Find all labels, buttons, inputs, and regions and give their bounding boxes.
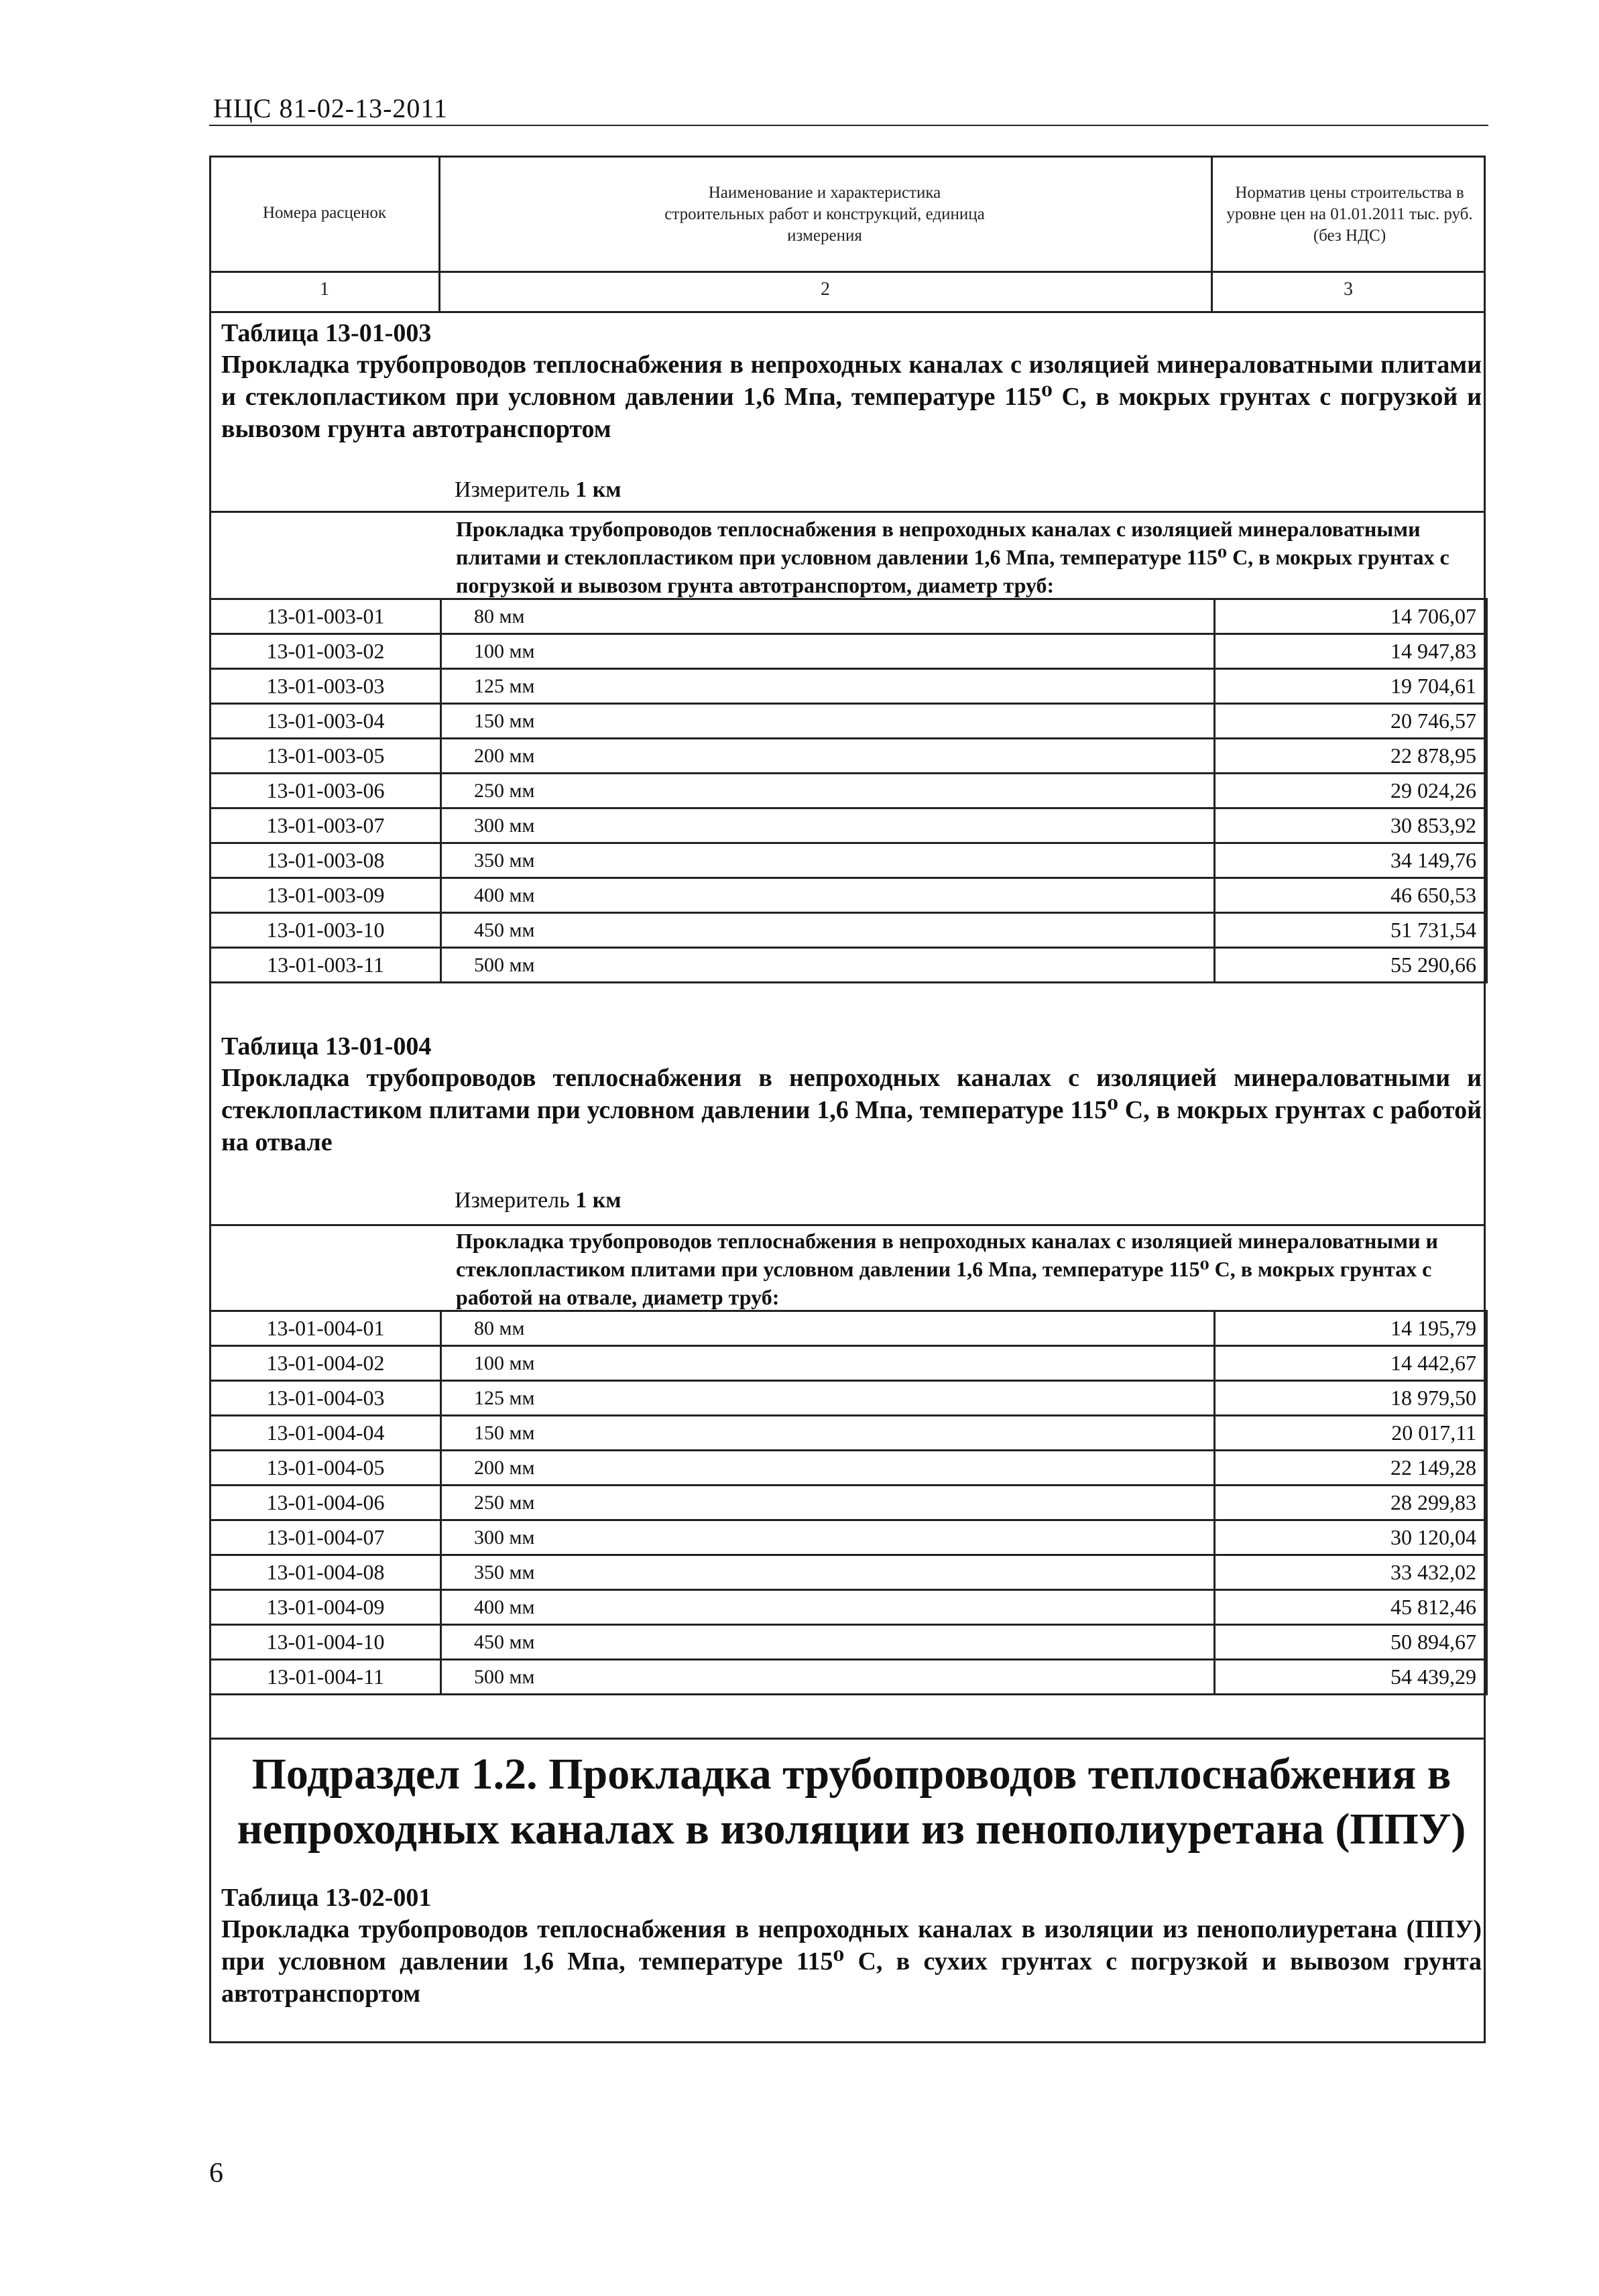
rate-name: 400 мм	[441, 878, 1215, 913]
rate-code: 13-01-003-11	[211, 948, 441, 983]
header-col-name: Наименование и характеристика строительных работ и конструкций, единица измерения	[664, 184, 985, 245]
table2-intro: Прокладка трубопроводов теплоснабжения в непроходных каналах с изоляцией минераловатными и стеклопластиком плитами при условном давлении 1,6 Мпа, температуре 115⁰ С, в мокрых грунтах с работой на отвале, диаметр труб:	[456, 1229, 1438, 1309]
rate-name: 200 мм	[441, 739, 1215, 774]
table1-intro: Прокладка трубопроводов теплоснабжения в непроходных каналах с изоляцией минераловатными плитами и стеклопластиком при условном давлении 1,6 Мпа, температуре 115⁰ С, в мокрых грунтах с погрузкой и вывозом грунта автотранспортом, диаметр труб:	[456, 517, 1449, 597]
table3-caption: Таблица 13-02-001	[221, 1884, 432, 1912]
table1-meter	[455, 477, 621, 503]
rate-name: 100 мм	[441, 634, 1215, 669]
rate-name: 80 мм	[441, 599, 1215, 634]
table1-meter-value: 1 км	[575, 477, 621, 502]
rate-price: 28 299,83	[1215, 1486, 1487, 1520]
rate-price: 22 149,28	[1215, 1451, 1487, 1486]
rate-name: 300 мм	[441, 808, 1215, 843]
rate-price: 22 878,95	[1215, 739, 1487, 774]
rate-code: 13-01-004-04	[211, 1416, 441, 1451]
rate-code: 13-01-004-09	[211, 1590, 441, 1625]
table-row	[211, 704, 1487, 739]
rate-price: 18 979,50	[1215, 1381, 1487, 1416]
table-row	[211, 1451, 1487, 1486]
rate-name: 200 мм	[441, 1451, 1215, 1486]
table-row	[211, 1416, 1487, 1451]
table-row	[211, 739, 1487, 774]
subsection-title: Подраздел 1.2. Прокладка трубопроводов теплоснабжения в непроходных каналах в изоляции из пенополиуретана (ППУ)	[237, 1750, 1466, 1854]
rate-name: 80 мм	[441, 1311, 1215, 1346]
table-row	[211, 634, 1487, 669]
rate-price: 30 120,04	[1215, 1520, 1487, 1555]
rate-price: 46 650,53	[1215, 878, 1487, 913]
rate-price: 34 149,76	[1215, 843, 1487, 878]
table-row	[211, 1520, 1487, 1555]
table-row	[211, 913, 1487, 948]
table1-meter-label: Измеритель	[455, 477, 570, 502]
rate-price: 19 704,61	[1215, 669, 1487, 704]
header-col-codes: Номера расценок	[262, 204, 387, 222]
table-row	[211, 1311, 1487, 1346]
rate-name: 350 мм	[441, 1555, 1215, 1590]
header-row-separator	[209, 271, 1486, 273]
table-row	[211, 1381, 1487, 1416]
table2-meter	[455, 1188, 621, 1213]
rate-price: 14 195,79	[1215, 1311, 1487, 1346]
table-row	[211, 1486, 1487, 1520]
table2-title: Прокладка трубопроводов теплоснабжения в непроходных каналах с изоляцией минераловатными и стеклопластиком плитами при условном давлении 1,6 Мпа, температуре 115⁰ С, в мокрых грунтах с работой на отвале	[221, 1064, 1482, 1156]
rate-name: 250 мм	[441, 1486, 1215, 1520]
rate-price: 14 442,67	[1215, 1346, 1487, 1381]
rate-name: 400 мм	[441, 1590, 1215, 1625]
header-rule	[209, 125, 1488, 126]
rate-price: 45 812,46	[1215, 1590, 1487, 1625]
table-row	[211, 808, 1487, 843]
rate-price: 54 439,29	[1215, 1660, 1487, 1695]
rate-price: 14 706,07	[1215, 599, 1487, 634]
rate-code: 13-01-003-07	[211, 808, 441, 843]
rate-price: 20 746,57	[1215, 704, 1487, 739]
rate-price: 50 894,67	[1215, 1625, 1487, 1660]
table2-heading	[221, 1031, 1482, 1158]
rate-price: 33 432,02	[1215, 1555, 1487, 1590]
table3-heading	[221, 1882, 1482, 2010]
header-col-price: Норматив цены строительства в уровне цен на 01.01.2011 тыс. руб. (без НДС)	[1226, 184, 1473, 245]
rate-code: 13-01-004-02	[211, 1346, 441, 1381]
rate-code: 13-01-004-05	[211, 1451, 441, 1486]
rate-code: 13-01-004-11	[211, 1660, 441, 1695]
rate-name: 350 мм	[441, 843, 1215, 878]
rate-name: 300 мм	[441, 1520, 1215, 1555]
table3-title: Прокладка трубопроводов теплоснабжения в непроходных каналах в изоляции из пенополиуретана (ППУ) при условном давлении 1,6 Мпа, температуре 115⁰ С, в сухих грунтах с погрузкой и вывозом грунта автотранспортом	[221, 1915, 1482, 2008]
header-num-2: 2	[821, 279, 830, 300]
table-row	[211, 599, 1487, 634]
table1-heading	[221, 318, 1482, 445]
table-row	[211, 948, 1487, 983]
table-row	[211, 878, 1487, 913]
header-numbers-separator	[209, 311, 1486, 313]
table1-meter-rule	[209, 511, 1486, 513]
rate-code: 13-01-003-09	[211, 878, 441, 913]
table2-rates	[209, 1310, 1488, 1695]
rate-name: 125 мм	[441, 669, 1215, 704]
table-row	[211, 669, 1487, 704]
rate-name: 250 мм	[441, 774, 1215, 808]
table-row	[211, 1346, 1487, 1381]
rate-code: 13-01-003-02	[211, 634, 441, 669]
rate-price: 29 024,26	[1215, 774, 1487, 808]
rate-code: 13-01-004-06	[211, 1486, 441, 1520]
rate-name: 450 мм	[441, 913, 1215, 948]
rate-code: 13-01-004-08	[211, 1555, 441, 1590]
page-number: 6	[209, 2158, 223, 2189]
table1-rates	[209, 598, 1488, 983]
subsection-rule	[209, 1738, 1486, 1740]
header-num-3: 3	[1344, 279, 1353, 300]
rate-name: 150 мм	[441, 704, 1215, 739]
rate-code: 13-01-004-01	[211, 1311, 441, 1346]
rate-code: 13-01-003-01	[211, 599, 441, 634]
rate-name: 125 мм	[441, 1381, 1215, 1416]
rate-price: 55 290,66	[1215, 948, 1487, 983]
table-row	[211, 1590, 1487, 1625]
rate-code: 13-01-003-03	[211, 669, 441, 704]
rate-code: 13-01-003-04	[211, 704, 441, 739]
rate-code: 13-01-003-06	[211, 774, 441, 808]
rate-name: 150 мм	[441, 1416, 1215, 1451]
table-row	[211, 774, 1487, 808]
rate-price: 30 853,92	[1215, 808, 1487, 843]
table2-meter-rule	[209, 1224, 1486, 1226]
header-num-1: 1	[320, 279, 329, 300]
table-row	[211, 1555, 1487, 1590]
rate-code: 13-01-003-08	[211, 843, 441, 878]
table1-title: Прокладка трубопроводов теплоснабжения в непроходных каналах с изоляцией минераловатными плитами и стеклопластиком при условном давлении 1,6 Мпа, температуре 115⁰ С, в мокрых грунтах с погрузкой и вывозом грунта автотранспортом	[221, 351, 1482, 443]
table2-meter-label: Измеритель	[455, 1188, 570, 1213]
rate-name: 500 мм	[441, 948, 1215, 983]
rate-price: 20 017,11	[1215, 1416, 1487, 1451]
table1-caption: Таблица 13-01-003	[221, 319, 432, 347]
rate-code: 13-01-003-05	[211, 739, 441, 774]
rate-name: 500 мм	[441, 1660, 1215, 1695]
table-row	[211, 843, 1487, 878]
rate-code: 13-01-004-10	[211, 1625, 441, 1660]
table2-caption: Таблица 13-01-004	[221, 1032, 432, 1061]
rate-code: 13-01-004-07	[211, 1520, 441, 1555]
rate-name: 450 мм	[441, 1625, 1215, 1660]
document-code: НЦС 81-02-13-2011	[213, 93, 448, 123]
rate-name: 100 мм	[441, 1346, 1215, 1381]
rate-price: 14 947,83	[1215, 634, 1487, 669]
rate-code: 13-01-004-03	[211, 1381, 441, 1416]
table-row	[211, 1660, 1487, 1695]
table-row	[211, 1625, 1487, 1660]
table2-meter-value: 1 км	[575, 1188, 621, 1213]
rate-price: 51 731,54	[1215, 913, 1487, 948]
rate-code: 13-01-003-10	[211, 913, 441, 948]
